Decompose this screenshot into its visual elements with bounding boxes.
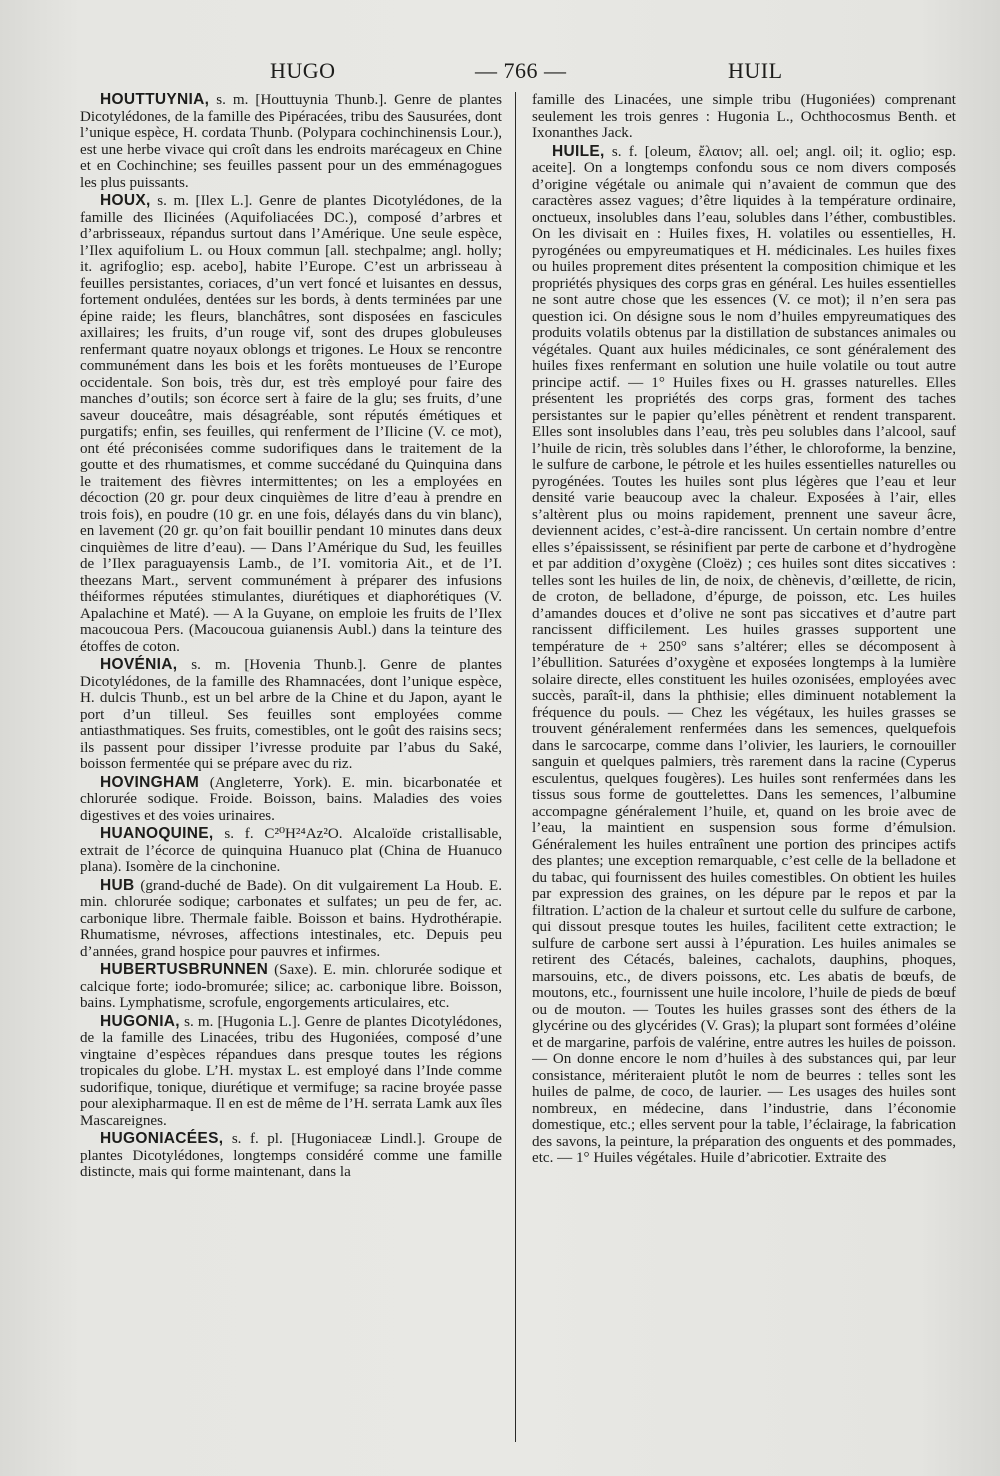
entry-text: (Angleterre, York). E. min. bicarbonatée et chlorurée sodique. Froide. Boisson, bains. Maladies des voies digestives et des voies urinaires.: [80, 774, 502, 824]
headword: HOVINGHAM: [100, 773, 200, 791]
header-right-word: HUIL: [728, 58, 783, 83]
entry: [80, 92, 502, 191]
column-divider: [515, 92, 516, 1442]
headword: HUANOQUINE,: [100, 825, 214, 842]
headword: HOUTTUYNIA,: [100, 92, 210, 108]
entry-text: s. f. C²⁰H²⁴Az²O. Alcaloïde cristallisable, extrait de l’écorce de quinquina Huanuco plat (China de Huanuco plana). Isomère de la cinchonine.: [80, 826, 502, 875]
right-column: [532, 92, 956, 1447]
entry-text: s. f. pl. [Hugoniaceæ Lindl.]. Groupe de plantes Dicotylédones, longtemps considéré comme une famille distincte, mais qui forme maintenant, dans la: [80, 1131, 502, 1180]
header-left-word: HUGO: [270, 58, 336, 83]
entry: [80, 775, 502, 825]
entry: [532, 144, 956, 1167]
entry: [80, 193, 502, 655]
page-number: — 766 —: [475, 58, 567, 83]
headword: HOUX,: [100, 192, 151, 209]
entry-text: s. f. [oleum, ἔλαιον; all. oel; angl. oil; it. oglio; esp. aceite]. On a longtemps confondu sous ce nom divers composés d’origine végétale ou animale qui n’avaient de commun que des caractères assez vagues; d’être liquides à la température ordinaire, onctueux, insolubles dans l’eau, solubles dans l’éther, combustibles. On les divisait en : Huiles fixes, H. volatiles ou essentielles, H. pyrogénées ou empyreumatiques et H. médicinales. Les huiles fixes ou huiles proprement dites présentent la composition chimique et les propriétés physiques des corps gras en général. Les huiles essentielles ne sont autre chose que les essences (V. ce mot); il n’en sera pas question ici. On désigne sous le nom d’huiles empyreumatiques des produits volatils obtenus par la distillation de substances animales ou végétales. Quant aux huiles médicinales, ce sont généralement des huiles fixes renfermant en solution une huile volatile ou tout autre principe actif. — 1° Huiles fixes ou H. grasses naturelles. Elles présentent les propriétés des corps gras, forment des taches persistantes sur le papier qu’elles pénètrent et rendent transparent. Elles sont insolubles dans l’eau, très peu solubles dans l’alcool, sauf l’huile de ricin, très solubles dans l’éther, le chloroforme, la benzine, le sulfure de carbone, le pétrole et les huiles essentielles naturelles ou pyrogénées. Toutes les huiles sont plus légères que l’eau et leur densité varie beaucoup avec la chaleur. Exposées à l’air, elles s’altèrent plus ou moins rapidement, prennent une saveur âcre, deviennent acides, c’est-à-dire rancissent. Un certain nombre d’entre elles s’épaississent, se résinifient par perte de carbone et d’hydrogène et par addition d’oxygène (Cloëz) ; ces huiles sont dites siccatives : telles sont les huiles de lin, de noix, de chènevis, d’œillette, de ricin, de croton, de belladone, d’épurge, de poisson, etc. Les huiles d’amandes douces et d’olive ne sont pas siccatives et d’autre part rancissent difficilement. Les huiles grasses supportent une température de + 250° sans s’altérer; elles se décomposent à l’ébullition. Saturées d’oxygène et exposées longtemps à la lumière solaire directe, elles constituent les huiles ozonisées, employées avec succès, paraît-il, dans la phthisie; elles diminuent notablement la fréquence du pouls. — Chez les végétaux, les huiles grasses se trouvent généralement renfermées dans les semences, quelquefois dans le sarcocarpe, comme dans l’olivier, les lauriers, le cornouiller sanguin et quelques palmiers, très rarement dans la racine (Cyperus esculentus, quelques fougères). Les huiles sont renfermées dans les tissus sous forme de gouttelettes. Dans les semences, l’albumine accompagne généralement l’huile, et, quand on les broie avec de l’eau, la maintient en suspension sous forme d’émulsion. Généralement les huiles entraînent une portion des principes actifs des plantes; une exception remarquable, c’est celle de la belladone et du tabac, qui fournissent des huiles comestibles. On obtient les huiles par expression des graines, on les dépure par le repos et par la filtration. L’action de la chaleur et surtout celle du sulfure de carbone, qui dissout presque toutes les huiles, facilitent cette extraction; le sulfure de carbone sert aussi à l’épuration. Les huiles animales se retirent des Cétacés, baleines, cachalots, dauphins, phoques, marsouins, etc., de divers poissons, etc. Les abatis de bœufs, de moutons, etc., fournissent une huile incolore, l’huile de pieds de bœuf ou de mouton. — Toutes les huiles grasses sont des éthers de la glycérine ou des glycérides (V. Gras); la plupart sont formées d’oléine et de margarine, parfois de valérine, entre autres les huiles de poisson. — On donne encore le nom d’huiles à des substances qui, par leur consistance, mériteraient plutôt le nom de beurres : telles sont les huiles de palme, de coco, de laurier. — Les usages des huiles sont nombreux, en médecine, dans l’industrie, dans l’économie domestique, etc.; elles servent pour la table, l’éclairage, la fabrication des savons, la peinture, la préparation des onguents et des pommades, etc. — 1° Huiles végétales. Huile d’abricotier. Extraite des: [532, 143, 956, 1166]
entry: [80, 1131, 502, 1181]
headword: HUILE,: [552, 142, 605, 160]
headword: HUGONIACÉES,: [100, 1130, 224, 1147]
entry: [80, 878, 502, 961]
entry: [80, 657, 502, 773]
entry: [80, 826, 502, 876]
entry-text: s. m. [Houttuynia Thunb.]. Genre de plantes Dicotylédones, de la famille des Pipéracées, tribu des Sausurées, dont l’unique espèce, H. cordata Thunb. (Polypara cochinchinensis Lour.), est une herbe vivace qui croît dans les endroits marécageux en Chine et en Cochinchine; ses feuilles passent pour un des emménagogues les plus puissants.: [80, 92, 502, 191]
entry: [80, 962, 502, 1012]
running-header: [80, 58, 960, 88]
headword: HUBERTUSBRUNNEN: [100, 961, 269, 978]
entry-text: (grand-duché de Bade). On dit vulgairement La Houb. E. min. chlorurée sodique; carbonates et sulfates; un peu de fer, ac. carbonique libre. Thermale faible. Boisson et bains. Hydrothérapie. Rhumatisme, névroses, affections intestinales, etc. Depuis peu d’années, grand hospice pour pauvres et infirmes.: [80, 877, 502, 960]
entry-text: s. m. [Hugonia L.]. Genre de plantes Dicotylédones, de la famille des Linacées, tribu des Hugoniées, composé d’une vingtaine d’espèces répandues dans presque toutes les régions tropicales du globe. L’H. mystax L. est employé dans l’Inde comme sudorifique, tonique, diurétique et vermifuge; sa racine broyée passe pour alexipharmaque. Il en est de même de l’H. serrata Lamk aux îles Mascareignes.: [80, 1013, 502, 1129]
entry-text: s. m. [Hovenia Thunb.]. Genre de plantes Dicotylédones, de la famille des Rhamnacées, dont l’unique espèce, H. dulcis Thunb., est un bel arbre de la Chine et du Japon, ayant le port d’un tilleul. Ses feuilles sont employées comme antiasthmatiques. Ses fruits, comestibles, ont le goût des raisins secs; ils passent pour dissiper l’ivresse produite par l’abus du Saké, boisson fermentée qui se prépare avec du riz.: [80, 657, 502, 772]
left-column: [80, 92, 502, 1447]
entry: [80, 1014, 502, 1130]
entry-text: (Saxe). E. min. chlorurée sodique et calcique forte; iodo-bromurée; silice; ac. carbonique libre. Boisson, bains. Lymphatisme, scrofule, engorgements articulaires, etc.: [80, 962, 502, 1011]
entry-continuation: [532, 92, 956, 142]
entry-text: s. m. [Ilex L.]. Genre de plantes Dicotylédones, de la famille des Ilicinées (Aquifoliacées DC.), composé d’arbres et d’arbrisseaux, répandus surtout dans l’Amérique. Une seule espèce, l’Ilex aquifolium L. ou Houx commun [all. stechpalme; angl. holly; it. agrifoglio; esp. acebo], habite l’Europe. C’est un arbrisseau à feuilles persistantes, coriaces, d’un vert foncé et luisantes en dessus, fortement ondulées, dentées sur les bords, à dents terminées par une épine raide; les fleurs, blanchâtres, sont disposées en fascicules axillaires; les fruits, d’un rouge vif, sont des drupes globuleuses renfermant quatre noyaux oblongs et trigones. Le Houx se rencontre communément dans les bois et les forêts montueuses de l’Europe occidentale. Son bois, très dur, est très employé pour faire des manches d’outils; son écorce sert à faire de la glu; ses fruits, d’une saveur douceâtre, mais désagréable, sont réputés émétiques et purgatifs; enfin, ses feuilles, qui renferment de l’Ilicine (V. ce mot), ont été préconisées comme sudorifiques dans le traitement de la goutte et des rhumatismes, et comme succédané du Quinquina dans le traitement des fièvres intermittentes; on les a employées en décoction (20 gr. pour deux cinquièmes de litre d’eau à prendre en trois fois), en poudre (10 gr. en une fois, délayés dans du vin blanc), en lavement (20 gr. qu’on fait bouillir pendant 10 minutes dans deux cinquièmes de litre d’eau). — Dans l’Amérique du Sud, les feuilles de l’Ilex paraguayensis Lamb., de l’I. vomitoria Ait., et de l’I. theezans Mart., servent communément à préparer des infusions théiformes réputées stimulantes, diurétiques et diaphorétiques (V. Apalachine et Maté). — A la Guyane, on emploie les fruits de l’Ilex macoucoua Pers. (Macoucoua guianensis Aubl.) dans la teinture des étoffes de coton.: [80, 193, 502, 655]
entry-text: famille des Linacées, une simple tribu (Hugoniées) comprenant seulement les trois genres : Hugonia L., Ochthocosmus Benth. et Ixonanthes Jack.: [532, 92, 956, 141]
headword: HUB: [100, 876, 135, 894]
headword: HUGONIA,: [100, 1012, 180, 1030]
headword: HOVÉNIA,: [100, 656, 178, 673]
